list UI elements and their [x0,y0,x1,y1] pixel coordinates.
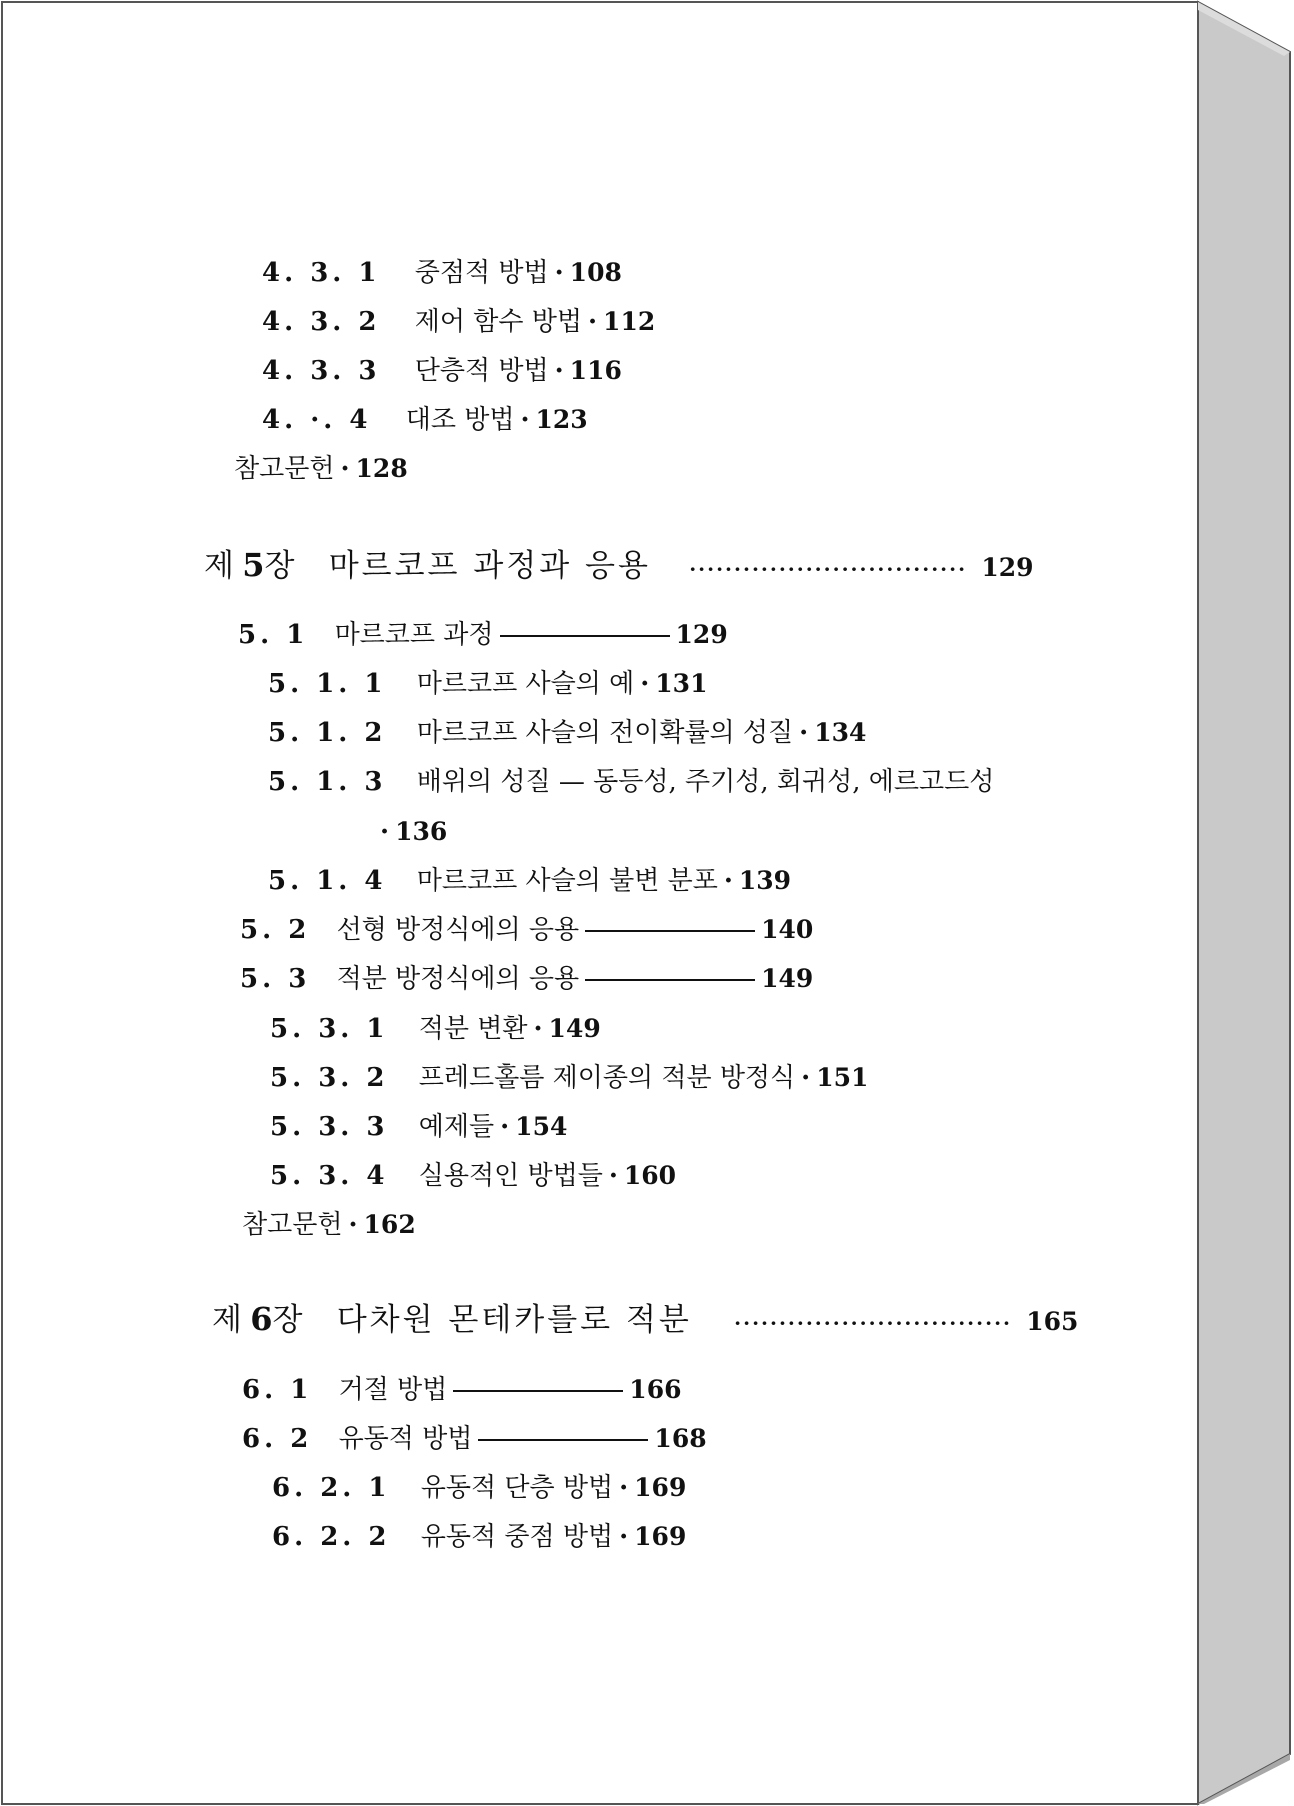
section-title: 예제들 [418,1112,495,1142]
page-number: 149 [761,964,814,993]
section-number: 4. 3. 3 [262,356,381,386]
page-number: 166 [629,1375,682,1404]
leader-dots: ······························· [734,1311,1012,1335]
bullet: · [380,817,390,847]
section-number: 5. 1. 2 [268,718,387,748]
section-title: 유동적 중점 방법 [420,1522,614,1552]
toc-entry-5-1-4 [268,864,791,898]
page-number: 131 [655,669,708,698]
page-number: 160 [623,1161,677,1190]
leader-rule [585,930,755,932]
toc-entry-5-1-3 [268,765,1048,849]
section-number: 4. 3. 2 [262,307,381,337]
chapter-prefix: 제 [204,548,234,584]
page-number: 162 [363,1210,416,1239]
page-number: 139 [738,866,792,895]
page-number: 112 [603,307,656,336]
bullet: · [520,405,530,435]
page-number: 169 [634,1522,687,1551]
chapter-suffix: 장 [264,548,295,584]
page-number: 154 [515,1112,568,1141]
leader-rule [585,979,755,981]
toc-entry-5-3 [240,962,813,996]
toc-entry-6-2-1 [272,1471,686,1505]
section-number: 5. 3 [240,964,311,994]
section-title: 마르코프 과정 [334,620,494,650]
leader-rule [453,1390,623,1392]
section-title: 단층적 방법 [414,356,549,386]
section-number: 5. 1. 3 [268,767,387,797]
toc-entry-5-1-2 [268,716,866,750]
bullet: · [340,454,350,484]
page-number: 169 [634,1473,687,1502]
page-number: 123 [535,405,588,434]
page-number: 116 [569,356,622,385]
bullet: · [799,718,809,748]
page-number: 168 [654,1424,707,1453]
section-title: 마르코프 사슬의 불변 분포 [416,866,718,896]
section-title: 적분 방정식에의 응용 [336,964,580,994]
bullet: · [619,1473,629,1503]
section-number: 5. 3. 4 [270,1161,389,1191]
bullet: · [723,866,733,896]
section-title: 유동적 방법 [338,1424,473,1454]
page-number: 149 [548,1014,601,1043]
toc-entry-5-1-1 [268,667,707,701]
chapter-5-heading [204,544,1034,590]
section-number: 5. 1. 4 [268,866,387,896]
toc-entry-5-1 [238,618,728,652]
section-title: 마르코프 사슬의 예 [416,669,635,699]
leader-rule [478,1439,648,1441]
toc-entry-6-2-2 [272,1520,686,1554]
chapter-6-heading [212,1298,1078,1344]
section-number: 5. 3. 2 [270,1063,389,1093]
section-number: 4. 3. 1 [262,258,381,288]
section-title: 중점적 방법 [414,258,549,288]
bullet: · [348,1210,358,1240]
chapter-title: 마르코프 과정과 응용 [328,548,651,584]
bullet: · [500,1112,510,1142]
toc-entry-5-3-4 [270,1159,676,1193]
toc-references-ch4 [234,452,408,486]
page-number: 136 [395,817,448,846]
section-number: 6. 2 [242,1424,313,1454]
section-title: 실용적인 방법들 [418,1161,603,1191]
section-number: 6. 1 [242,1375,313,1405]
toc-entry-5-3-3 [270,1110,567,1144]
section-title: 제어 함수 방법 [414,307,582,337]
section-number: 5. 2 [240,915,311,945]
toc-entry-6-1 [242,1373,681,1407]
toc-entry-5-2 [240,913,813,947]
section-title: 유동적 단층 방법 [420,1473,614,1503]
bullet: · [587,307,598,337]
toc-references-ch5 [242,1208,416,1242]
references-label: 참고문헌 [234,454,335,484]
section-number: 5. 1. 1 [268,669,387,699]
toc-entry-4-3-2 [262,305,655,339]
page-number: 134 [814,718,867,747]
chapter-page: 165 [1026,1307,1079,1336]
toc-entry-4-3-4 [262,403,588,437]
chapter-number: 6 [250,1300,273,1338]
leader-dots: ······························· [689,557,968,581]
section-number: 5. 3. 3 [270,1112,389,1142]
chapter-number: 5 [242,546,265,584]
section-title: 적분 변환 [418,1014,528,1044]
bullet: · [554,258,564,288]
chapter-title: 다차원 몬테카를로 적분 [336,1302,692,1338]
section-title: 배위의 성질 — 동등성, 주기성, 회귀성, 에르고드성 [416,767,995,797]
leader-rule [500,635,670,637]
section-number: 6. 2. 1 [272,1473,391,1503]
toc-entry-6-2 [242,1422,707,1456]
toc-entry-5-3-1 [270,1012,601,1046]
bullet: · [554,356,564,386]
bullet: · [801,1063,811,1093]
section-number: 6. 2. 2 [272,1522,391,1552]
section-number: 4. ·. 4 [262,405,372,435]
section-number: 5. 1 [238,620,309,650]
chapter-prefix: 제 [212,1302,242,1338]
toc-entry-4-3-1 [262,256,622,290]
section-title: 대조 방법 [405,405,515,435]
page-number: 140 [761,915,814,944]
page-number: 129 [675,620,728,649]
section-title: 프레드홀름 제이종의 적분 방정식 [418,1063,796,1093]
section-title: 거절 방법 [338,1375,448,1405]
bullet: · [619,1522,629,1552]
bullet: · [640,669,650,699]
bullet: · [533,1014,543,1044]
page-number: 108 [569,258,622,287]
chapter-page: 129 [981,553,1034,582]
toc-entry-4-3-3 [262,354,622,388]
section-title: 선형 방정식에의 응용 [336,915,580,945]
bullet: · [608,1161,618,1191]
references-label: 참고문헌 [242,1210,343,1240]
chapter-suffix: 장 [272,1302,303,1338]
section-number: 5. 3. 1 [270,1014,389,1044]
section-title: 마르코프 사슬의 전이확률의 성질 [416,718,794,748]
toc-entry-5-3-2 [270,1061,868,1095]
page-number: 151 [816,1063,869,1092]
page-number: 128 [355,454,408,483]
